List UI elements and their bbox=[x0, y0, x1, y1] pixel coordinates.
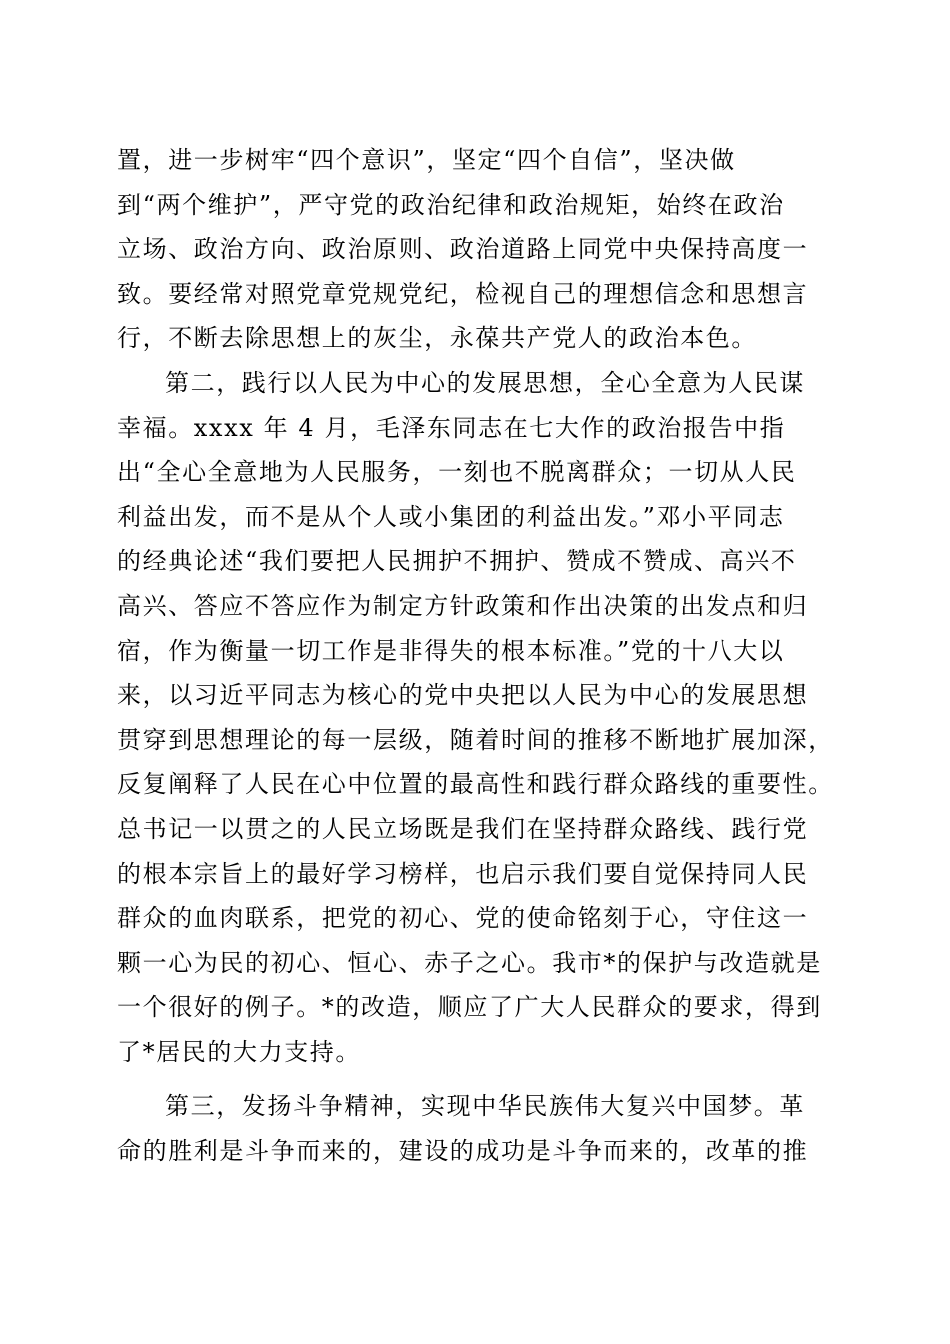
document-body bbox=[117, 138, 837, 1174]
text-line: 幸福。xxxx 年 4 月，毛泽东同志在七大作的政治报告中指 bbox=[117, 413, 786, 442]
text-line: 立场、政治方向、政治原则、政治道路上同党中央保持高度一 bbox=[117, 235, 809, 264]
text-line: 第二，践行以人民为中心的发展思想，全心全意为人民谋 bbox=[165, 368, 805, 397]
text-line: 反复阐释了人民在心中位置的最高性和践行群众路线的重要性。 bbox=[117, 770, 834, 799]
text-line: 利益出发，而不是从个人或小集团的利益出发。”邓小平同志 bbox=[117, 502, 785, 531]
text-line: 行，不断去除思想上的灰尘，永葆共产党人的政治本色。 bbox=[117, 324, 757, 353]
text-line: 置，进一步树牢“四个意识”，坚定“四个自信”，坚决做 bbox=[117, 146, 736, 174]
text-line: 的经典论述“我们要把人民拥护不拥护、赞成不赞成、高兴不 bbox=[117, 547, 797, 576]
text-line: 宿，作为衡量一切工作是非得失的根本标准。”党的十八大以 bbox=[117, 636, 785, 665]
text-line: 一个很好的例子。*的改造，顺应了广大人民群众的要求，得到 bbox=[117, 993, 822, 1022]
text-line: 高兴、答应不答应作为制定方针政策和作出决策的出发点和归 bbox=[117, 591, 809, 620]
paragraph-1 bbox=[117, 138, 837, 361]
text-line: 了*居民的大力支持。 bbox=[117, 1037, 361, 1066]
paragraph-3 bbox=[117, 1084, 837, 1173]
text-line: 出“全心全意地为人民服务，一刻也不脱离群众；一切从人民 bbox=[117, 458, 797, 487]
text-line: 的根本宗旨上的最好学习榜样，也启示我们要自觉保持同人民 bbox=[117, 859, 809, 888]
text-line: 致。要经常对照党章党规党纪，检视自己的理想信念和思想言 bbox=[117, 279, 809, 308]
text-line: 第三，发扬斗争精神，实现中华民族伟大复兴中国梦。革 bbox=[165, 1092, 805, 1121]
text-line: 命的胜利是斗争而来的，建设的成功是斗争而来的，改革的推 bbox=[117, 1137, 809, 1166]
paragraph-2 bbox=[117, 361, 837, 1075]
text-line: 到“两个维护”，严守党的政治纪律和政治规矩，始终在政治 bbox=[117, 190, 785, 219]
text-line: 来，以习近平同志为核心的党中央把以人民为中心的发展思想 bbox=[117, 681, 809, 710]
text-line: 贯穿到思想理论的每一层级，随着时间的推移不断地扩展加深， bbox=[117, 725, 834, 754]
text-line: 群众的血肉联系，把党的初心、党的使命铭刻于心，守住这一 bbox=[117, 904, 809, 933]
paragraph-spacing bbox=[117, 1074, 837, 1084]
text-line: 颗一心为民的初心、恒心、赤子之心。我市*的保护与改造就是 bbox=[117, 948, 822, 977]
text-line: 总书记一以贯之的人民立场既是我们在坚持群众路线、践行党 bbox=[117, 814, 809, 843]
